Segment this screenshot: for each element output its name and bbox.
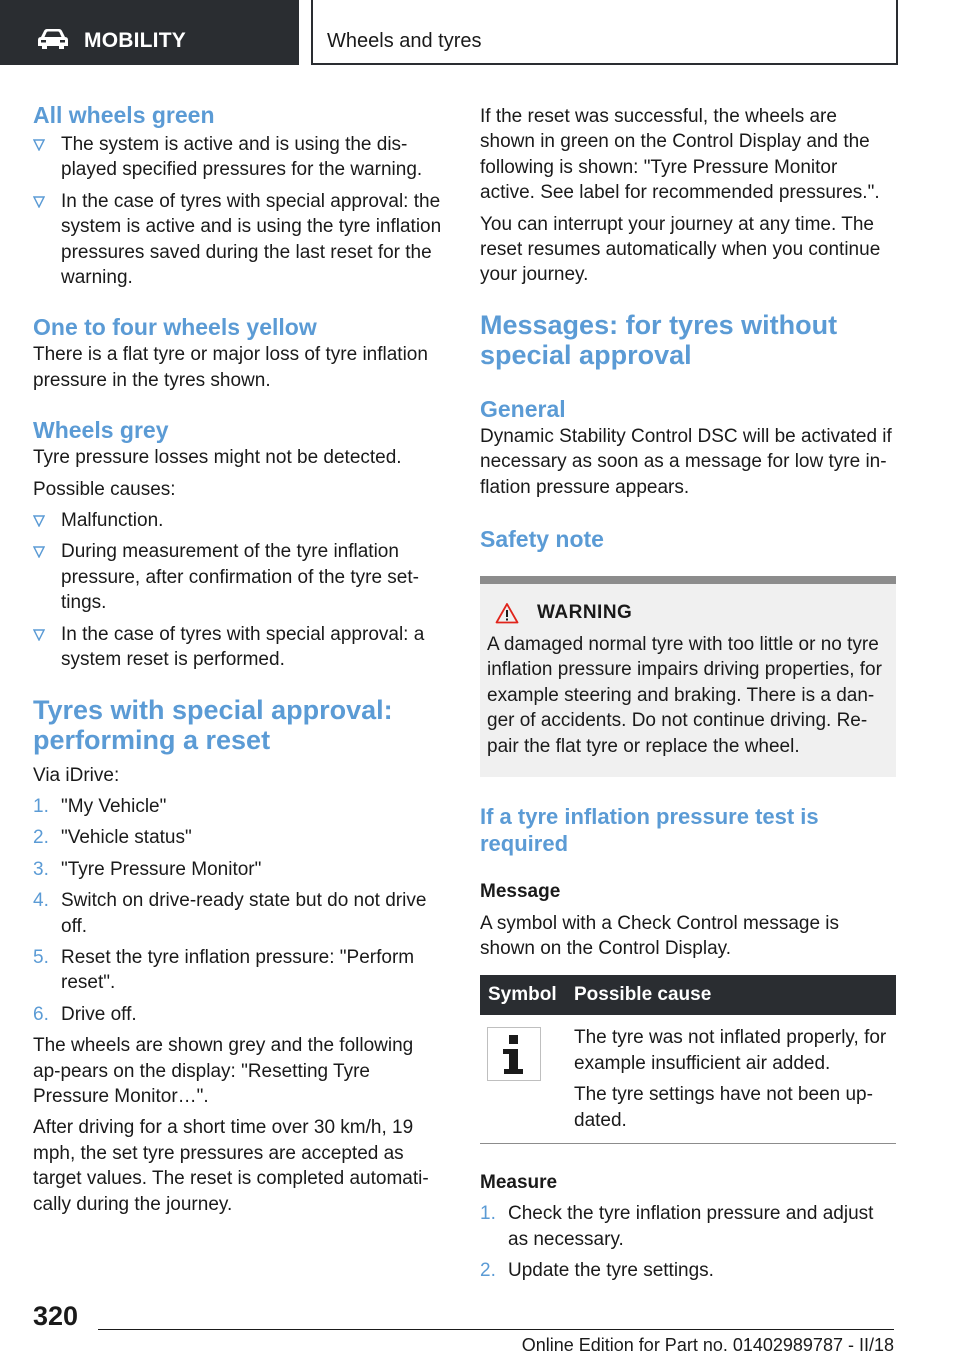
table-cell-cause [566, 1015, 896, 1143]
paragraph: If the reset was successful, the wheels are shown in green on the Control Display and the following is shown: "Tyre Pressure Monitor active. See label for recommended pressures.". [480, 106, 880, 204]
step-text: "Vehicle status" [61, 827, 192, 849]
triangle-bullet-icon [33, 629, 45, 641]
heading-test-required: If a tyre inflation pressure test is required [480, 804, 819, 857]
cause-text: The tyre was not inflated properly, for example insufficient air added. [574, 1027, 887, 1074]
heading-messages: Messages: for tyres without special approval [480, 309, 838, 370]
subheading-measure: Measure [480, 1171, 558, 1193]
page-header [0, 0, 960, 66]
chapter-label: Wheels and tyres [327, 30, 482, 52]
paragraph: There is a flat tyre or major loss of tyre inflation pressure in the tyres shown. [33, 344, 428, 391]
numbered-step [33, 825, 445, 850]
list-item-text: In the case of tyres with special approval: the system is active and is using the tyre inflation pressures saved during the last reset for the warning. [61, 190, 442, 289]
left-column [33, 100, 445, 1217]
footer-divider [98, 1329, 894, 1330]
car-icon [36, 28, 70, 50]
paragraph: Via iDrive: [33, 764, 120, 786]
numbered-step [33, 794, 445, 819]
numbered-step [33, 1002, 445, 1027]
info-icon [487, 1027, 541, 1081]
paragraph: The wheels are shown grey and the following ap-pears on the display: "Resetting Tyre Pressure Monitor…". [33, 1035, 414, 1107]
heading-wheels-grey: Wheels grey [33, 417, 169, 444]
warning-title [487, 602, 888, 624]
numbered-step [480, 1258, 896, 1283]
triangle-bullet-icon [33, 546, 45, 558]
triangle-bullet-icon [33, 139, 45, 151]
heading-all-wheels-green: All wheels green [33, 102, 215, 128]
heading-performing-reset: Tyres with special approval: performing a reset [33, 694, 393, 755]
step-number: 6. [33, 1003, 49, 1025]
paragraph: Dynamic Stability Control DSC will be activated if necessary as soon as a message for low tyre in-flation pressure appears. [480, 425, 892, 498]
warning-text: A damaged normal tyre with too little or no tyre inflation pressure impairs driving properties, for example steering and braking. There is a dan-ger of accidents. Do not continue driving. Re-pair the flat tyre or replace the wheel. [487, 634, 882, 757]
heading-safety-note: Safety note [480, 526, 604, 553]
symbol-table [480, 975, 896, 1144]
page-number: 320 [33, 1301, 79, 1331]
numbered-step [33, 857, 445, 882]
list-item-text: During measurement of the tyre inflation pressure, after confirmation of the tyre set-tings. [61, 541, 419, 614]
list-item-text: Malfunction. [61, 510, 164, 532]
list-item [33, 539, 445, 615]
list-item-text: The system is active and is using the dis-played specified pressures for the warning. [61, 134, 423, 181]
footer-edition-text: Online Edition for Part no. 01402989787 - II/18 [521, 1335, 894, 1355]
numbered-step [33, 888, 445, 939]
section-tab [0, 0, 299, 65]
list-item-text: In the case of tyres with special approval: a system reset is performed. [61, 623, 425, 671]
step-text: Update the tyre settings. [508, 1260, 714, 1282]
step-number: 2. [480, 1260, 496, 1282]
heading-wheels-yellow: One to four wheels yellow [33, 314, 317, 341]
triangle-bullet-icon [33, 196, 45, 208]
step-text: Check the tyre inflation pressure and adjust as necessary. [508, 1203, 874, 1250]
numbered-step [33, 945, 445, 996]
warning-triangle-icon [495, 602, 519, 624]
table-cell-symbol [480, 1015, 566, 1143]
subheading-message: Message [480, 881, 561, 903]
step-text: "My Vehicle" [61, 795, 167, 817]
step-text: Switch on drive-ready state but do not drive off. [61, 890, 427, 937]
chapter-tab [311, 0, 898, 65]
warning-box [480, 576, 896, 777]
paragraph: After driving for a short time over 30 km/h, 19 mph, the set tyre pressures are accepted as target values. The reset is completed automati-cally during the journey. [33, 1117, 429, 1215]
triangle-bullet-icon [33, 515, 45, 527]
section-label: MOBILITY [84, 29, 186, 52]
paragraph: Possible causes: [33, 478, 176, 500]
step-number: 2. [33, 827, 49, 849]
right-column [480, 104, 896, 1284]
step-text: Drive off. [61, 1003, 137, 1025]
heading-general: General [480, 395, 566, 422]
paragraph: Tyre pressure losses might not be detected. [33, 447, 402, 469]
step-number: 3. [33, 858, 49, 880]
step-number: 5. [33, 946, 49, 968]
step-number: 1. [480, 1203, 496, 1225]
step-text: Reset the tyre inflation pressure: "Perform reset". [61, 946, 415, 994]
cause-text: The tyre settings have not been up-dated. [574, 1084, 873, 1131]
list-item [33, 189, 445, 291]
warning-label: WARNING [537, 602, 633, 624]
table-header-row [480, 975, 896, 1015]
paragraph: A symbol with a Check Control message is shown on the Control Display. [480, 912, 840, 959]
table-header-symbol: Symbol [480, 975, 566, 1015]
step-number: 4. [33, 890, 49, 912]
paragraph: You can interrupt your journey at any time. The reset resumes automatically when you continue your journey. [480, 213, 881, 286]
table-row [480, 1015, 896, 1143]
step-text: "Tyre Pressure Monitor" [61, 858, 262, 880]
numbered-step [480, 1201, 896, 1252]
table-header-cause: Possible cause [566, 975, 896, 1015]
list-item [33, 622, 445, 673]
list-item [33, 132, 445, 183]
step-number: 1. [33, 795, 49, 817]
list-item [33, 508, 445, 533]
